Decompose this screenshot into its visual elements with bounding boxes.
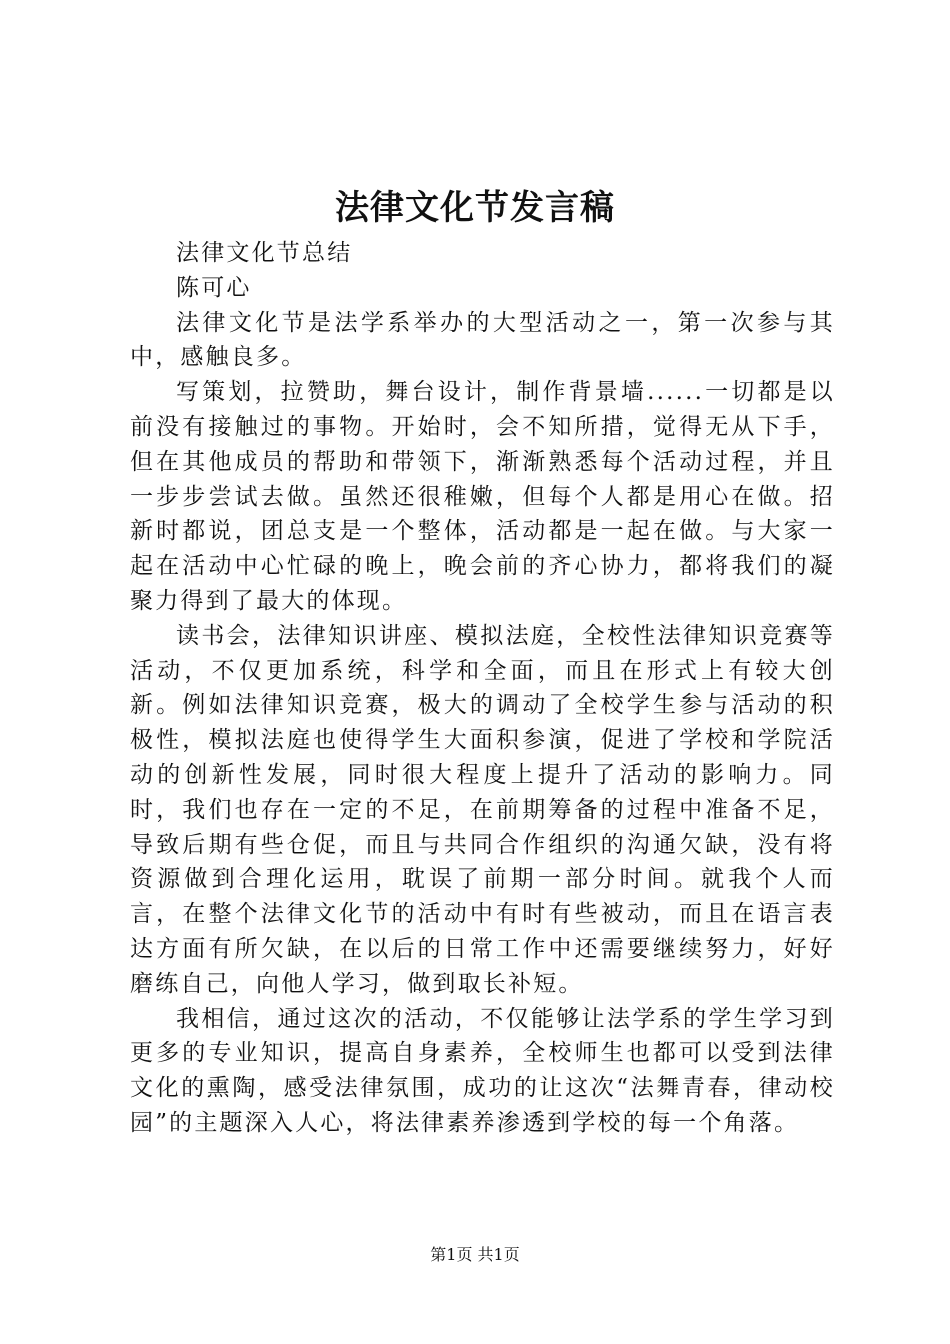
paragraph-4: 我相信，通过这次的活动，不仅能够让法学系的学生学习到更多的专业知识，提高自身素养，全校师生也都可以受到法律文化的熏陶，感受法律氛围，成功的让这次“法舞青春，律动校园”的主题深入人心，将法律素养渗透到学校的每一个角落。 [130, 1005, 835, 1136]
subtitle-line: 法律文化节总结 [176, 240, 353, 266]
document-body [130, 236, 835, 1141]
paragraph-3: 读书会，法律知识讲座、模拟法庭，全校性法律知识竞赛等活动，不仅更加系统，科学和全面，而且在形式上有较大创新。例如法律知识竞赛，极大的调动了全校学生参与活动的积极性，模拟法庭也使得学生大面积参演，促进了学校和学院活动的创新性发展，同时很大程度上提升了活动的影响力。同时，我们也存在一定的不足，在前期筹备的过程中准备不足，导致后期有些仓促，而且与共同合作组织的沟通欠缺，没有将资源做到合理化运用，耽误了前期一部分时间。就我个人而言，在整个法律文化节的活动中有时有些被动，而且在语言表达方面有所欠缺，在以后的日常工作中还需要继续努力，好好磨练自己，向他人学习，做到取长补短。 [130, 622, 835, 997]
paragraph-2: 写策划，拉赞助，舞台设计，制作背景墙......一切都是以前没有接触过的事物。开始时，会不知所措，觉得无从下手，但在其他成员的帮助和带领下，渐渐熟悉每个活动过程，并且一步步尝试去做。虽然还很稚嫩，但每个人都是用心在做。招新时都说，团总支是一个整体，活动都是一起在做。与大家一起在活动中心忙碌的晚上，晚会前的齐心协力，都将我们的凝聚力得到了最大的体现。 [130, 379, 835, 614]
paragraph-1: 法律文化节是法学系举办的大型活动之一，第一次参与其中，感触良多。 [130, 309, 835, 371]
page-footer: 第1页 共1页 [430, 1245, 520, 1264]
document-title: 法律文化节发言稿 [335, 188, 615, 228]
author-line: 陈可心 [176, 274, 252, 301]
